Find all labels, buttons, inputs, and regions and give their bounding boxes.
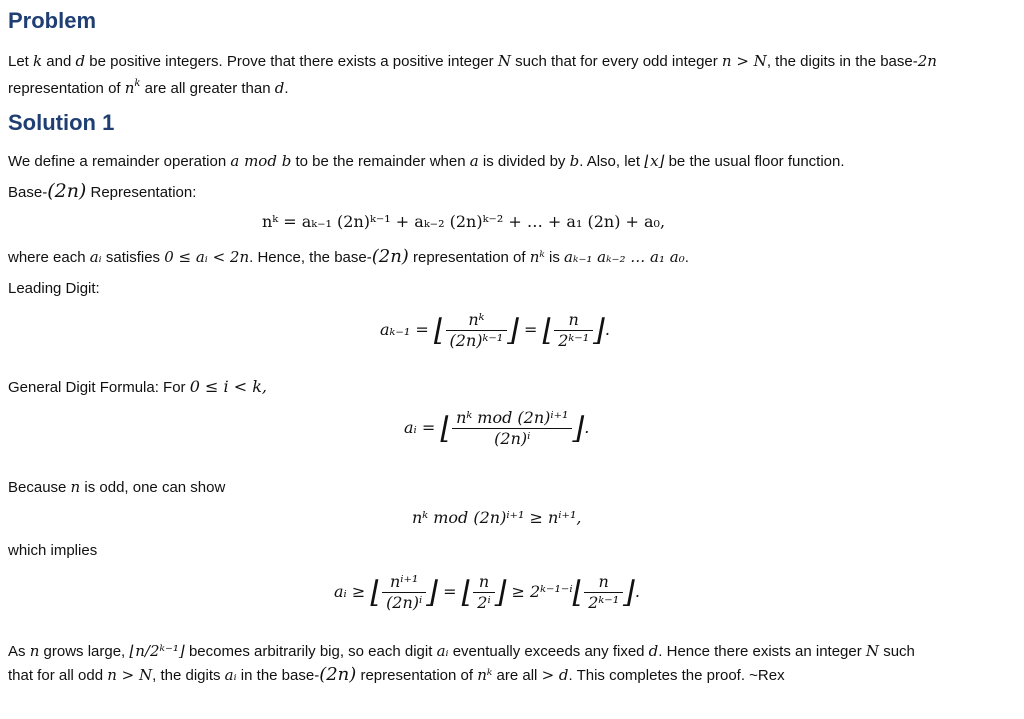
because-line: Because n is odd, one can show — [8, 478, 226, 496]
equation-general-digit: aᵢ = ⌊ $\frac{\text{nᵏ mod (2n)ⁱ⁺¹}}{\text{(2n)ⁱ}}$ ⌋. — [404, 408, 590, 448]
equation-lower-bound: aᵢ ≥ ⌊ $\frac{\text{nⁱ⁺¹}}{\text{(2n)ⁱ}}$ ⌋ = ⌊ $\frac{n}{\text{2ⁱ}}$ ⌋ ≥ 2ᵏ⁻¹⁻ⁱ⌊ $\frac{n}{\text{2ᵏ⁻¹}}$ ⌋. — [334, 572, 640, 612]
implies-line: which implies — [8, 542, 98, 559]
problem-heading: Problem — [8, 8, 97, 33]
base-representation-label: Base-(2n) Representation: — [8, 180, 197, 202]
equation-inequality: nᵏ mod (2n)ⁱ⁺¹ ≥ nⁱ⁺¹, — [412, 508, 582, 527]
general-digit-label: General Digit Formula: For 0 ≤ i < k, — [8, 377, 267, 396]
solution-heading: Solution 1 — [8, 110, 115, 135]
where-line: where each aᵢ satisfies 0 ≤ aᵢ < 2n. Hence, the base-(2n) representation of nᵏ is aₖ₋₁ aₖ₋₂ … a₁ a₀. — [8, 246, 689, 267]
problem-line-1: Let k and d be positive integers. Prove that there exists a positive integer N such that for every odd integer n > N, the digits in the base-2n — [8, 52, 937, 70]
conclusion-line-1: As n grows large, ⌊n/2ᵏ⁻¹⌋ becomes arbitrarily big, so each digit aᵢ eventually exceeds any fixed d. Hence there exists an integer N such — [8, 642, 915, 660]
equation-leading-digit: aₖ₋₁ = ⌊ $\frac{\text{nᵏ}}{\text{(2n)ᵏ⁻¹}}$ ⌋ = ⌊ $\frac{n}{\text{2ᵏ⁻¹}}$ ⌋. — [380, 310, 610, 350]
conclusion-line-2: that for all odd n > N, the digits aᵢ in the base-(2n) representation of nᵏ are all > d. This completes the proof. ~Rex — [8, 664, 785, 685]
leading-digit-label: Leading Digit: — [8, 280, 100, 297]
problem-line-2: representation of $n^k$ are all greater than d. — [8, 78, 289, 97]
definition-line: We define a remainder operation a mod b to be the remainder when a is divided by b. Also, let ⌊x⌋ be the usual floor function. — [8, 152, 845, 170]
equation-expansion: nᵏ = aₖ₋₁ (2n)ᵏ⁻¹ + aₖ₋₂ (2n)ᵏ⁻² + … + a₁ (2n) + a₀, — [262, 212, 666, 231]
